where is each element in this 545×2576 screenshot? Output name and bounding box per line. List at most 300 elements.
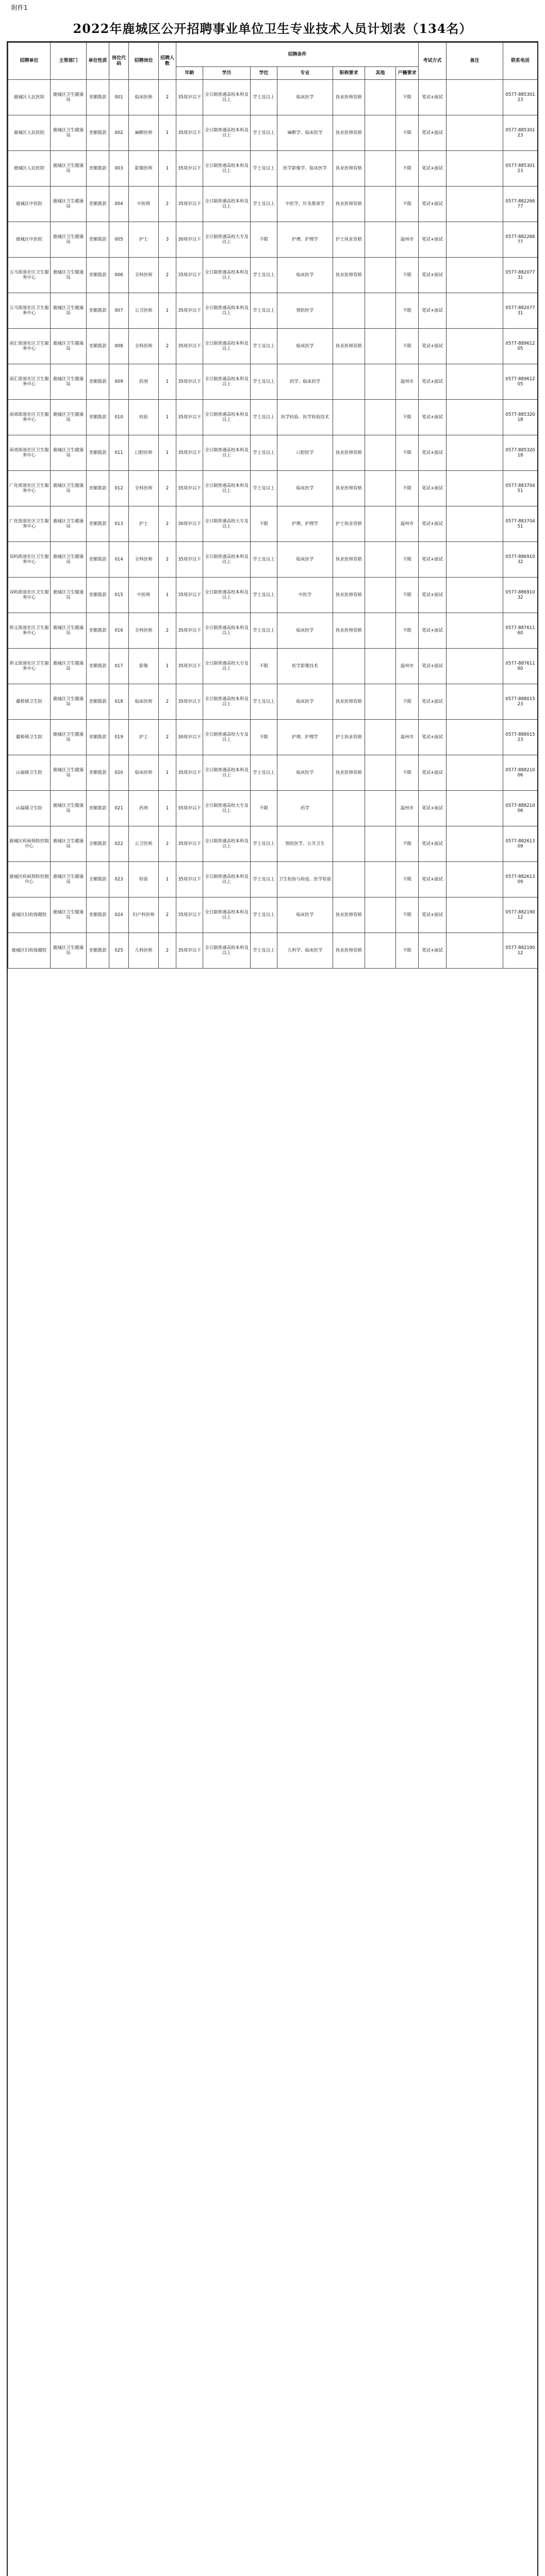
cell-unit: 仰义街道社区卫生服务中心 [8,649,51,684]
cell-degree: 学士及以上 [251,151,277,187]
cell-exam: 笔试+面试 [419,151,447,187]
cell-dept: 鹿城区卫生健康局 [51,329,87,364]
cell-exam: 笔试+面试 [419,329,447,364]
cell-remark [447,791,503,826]
cell-tel: 0577-88530123 [503,115,538,151]
cell-age: 30周岁以下 [176,222,203,258]
cell-funding: 全额拨款 [87,826,109,862]
cell-edu: 全日制普通高校本科及以上 [203,364,251,400]
cell-major: 临床医学 [277,542,333,578]
cell-degree: 学士及以上 [251,329,277,364]
cell-exam: 笔试+面试 [419,187,447,222]
table-row [8,684,538,720]
cell-degree: 学士及以上 [251,613,277,649]
cell-age: 35周岁以下 [176,293,203,329]
cell-hh: 不限 [396,471,419,506]
cell-exam: 笔试+面试 [419,578,447,613]
cell-post: 全科医师 [129,542,159,578]
cell-tel: 0577-88532018 [503,400,538,435]
cell-edu: 全日制普通高校大专及以上 [203,791,251,826]
cell-degree: 学士及以上 [251,364,277,400]
cell-code: 003 [109,151,129,187]
header-dept: 主管部门 [51,43,87,80]
cell-post: 全科医师 [129,471,159,506]
table-row [8,80,538,115]
cell-other [365,791,396,826]
cell-count: 2 [159,826,176,862]
cell-post: 中医师 [129,578,159,613]
cell-degree: 学士及以上 [251,578,277,613]
cell-major: 临床医学 [277,329,333,364]
cell-major: 口腔医学 [277,435,333,471]
cell-exam: 笔试+面试 [419,791,447,826]
cell-age: 35周岁以下 [176,400,203,435]
cell-major: 临床医学 [277,897,333,933]
cell-title: 护士执业资格 [333,222,365,258]
cell-edu: 全日制普通高校本科及以上 [203,862,251,897]
cell-remark [447,826,503,862]
cell-other [365,826,396,862]
cell-dept: 鹿城区卫生健康局 [51,684,87,720]
cell-exam: 笔试+面试 [419,80,447,115]
cell-code: 013 [109,506,129,542]
cell-major: 临床医学 [277,80,333,115]
cell-age: 35周岁以下 [176,897,203,933]
header-degree: 学位 [251,67,277,80]
cell-funding: 差额拨款 [87,115,109,151]
cell-other [365,258,396,293]
cell-funding: 差额拨款 [87,897,109,933]
cell-title: 执业医师资格 [333,613,365,649]
cell-title: 执业医师资格 [333,115,365,151]
cell-title [333,791,365,826]
header-unit: 招聘单位 [8,43,51,80]
cell-exam: 笔试+面试 [419,542,447,578]
cell-post: 全科医师 [129,613,159,649]
cell-age: 35周岁以下 [176,933,203,969]
cell-post: 检验 [129,400,159,435]
cell-hh: 不限 [396,862,419,897]
cell-title: 执业医师资格 [333,258,365,293]
cell-dept: 鹿城区卫生健康局 [51,791,87,826]
cell-major: 卫生检验与检疫、医学检验 [277,862,333,897]
cell-funding: 差额拨款 [87,684,109,720]
cell-funding: 差额拨款 [87,613,109,649]
cell-tel: 0577-88530123 [503,80,538,115]
cell-other [365,542,396,578]
cell-degree: 学士及以上 [251,826,277,862]
cell-remark [447,400,503,435]
cell-hh: 温州市 [396,720,419,755]
cell-degree: 不限 [251,222,277,258]
cell-dept: 鹿城区卫生健康局 [51,897,87,933]
cell-post: 护士 [129,506,159,542]
cell-tel: 0577-88961205 [503,329,538,364]
cell-remark [447,222,503,258]
cell-tel: 0577-88219012 [503,933,538,969]
cell-funding: 差额拨款 [87,222,109,258]
cell-edu: 全日制普通高校本科及以上 [203,755,251,791]
cell-age: 35周岁以下 [176,258,203,293]
cell-age: 35周岁以下 [176,435,203,471]
cell-dept: 鹿城区卫生健康局 [51,862,87,897]
cell-post: 临床医师 [129,80,159,115]
page-title: 2022年鹿城区公开招聘事业单位卫生专业技术人员计划表（134名） [73,21,472,36]
cell-age: 30周岁以下 [176,506,203,542]
cell-edu: 全日制普通高校大专及以上 [203,506,251,542]
cell-dept: 鹿城区卫生健康局 [51,80,87,115]
cell-other [365,80,396,115]
cell-edu: 全日制普通高校本科及以上 [203,897,251,933]
cell-degree: 学士及以上 [251,862,277,897]
cell-edu: 全日制普通高校本科及以上 [203,826,251,862]
cell-major: 临床医学 [277,258,333,293]
cell-hh: 温州市 [396,222,419,258]
cell-major: 儿科学、临床医学 [277,933,333,969]
cell-other [365,293,396,329]
header-age: 年龄 [176,67,203,80]
cell-remark [447,649,503,684]
cell-edu: 全日制普通高校本科及以上 [203,151,251,187]
cell-age: 35周岁以下 [176,187,203,222]
cell-edu: 全日制普通高校本科及以上 [203,329,251,364]
cell-unit: 南郊街道社区卫生服务中心 [8,435,51,471]
cell-remark [447,755,503,791]
cell-exam: 笔试+面试 [419,684,447,720]
cell-exam: 笔试+面试 [419,222,447,258]
table-row [8,613,538,649]
cell-hh: 温州市 [396,649,419,684]
cell-title: 护士执业资格 [333,720,365,755]
cell-post: 药剂 [129,364,159,400]
cell-title [333,293,365,329]
cell-title [333,826,365,862]
cell-degree: 不限 [251,649,277,684]
cell-hh: 不限 [396,258,419,293]
cell-unit: 五马街道社区卫生服务中心 [8,258,51,293]
cell-count: 2 [159,613,176,649]
cell-major: 临床医学 [277,755,333,791]
header-position-code: 岗位代码 [109,43,129,80]
cell-count: 1 [159,115,176,151]
cell-hh: 不限 [396,293,419,329]
cell-post: 全科医师 [129,329,159,364]
cell-hh: 不限 [396,80,419,115]
cell-code: 018 [109,684,129,720]
cell-title: 执业医师资格 [333,755,365,791]
cell-remark [447,364,503,400]
table-row [8,720,538,755]
cell-other [365,506,396,542]
cell-count: 3 [159,222,176,258]
cell-dept: 鹿城区卫生健康局 [51,506,87,542]
cell-exam: 笔试+面试 [419,613,447,649]
cell-unit: 藤桥镇卫生院 [8,720,51,755]
cell-age: 35周岁以下 [176,862,203,897]
cell-major: 医学影像学、临床医学 [277,151,333,187]
cell-tel: 0577-88761160 [503,649,538,684]
cell-exam: 笔试+面试 [419,364,447,400]
cell-dept: 鹿城区卫生健康局 [51,826,87,862]
cell-remark [447,862,503,897]
cell-hh: 不限 [396,578,419,613]
cell-count: 2 [159,720,176,755]
cell-code: 014 [109,542,129,578]
cell-title: 执业医师资格 [333,187,365,222]
cell-dept: 鹿城区卫生健康局 [51,933,87,969]
cell-tel: 0577-88691032 [503,578,538,613]
cell-hh: 不限 [396,755,419,791]
cell-funding: 差额拨款 [87,720,109,755]
cell-edu: 全日制普通高校本科及以上 [203,187,251,222]
cell-code: 006 [109,258,129,293]
cell-funding: 差额拨款 [87,755,109,791]
cell-count: 1 [159,151,176,187]
cell-title [333,862,365,897]
cell-hh: 不限 [396,933,419,969]
cell-post: 临床医师 [129,755,159,791]
cell-funding: 差额拨款 [87,791,109,826]
cell-tel: 0577-88226677 [503,222,538,258]
table-row [8,933,538,969]
cell-age: 35周岁以下 [176,471,203,506]
table-row [8,791,538,826]
cell-remark [447,578,503,613]
cell-unit: 鹿城区疾病预防控制中心 [8,862,51,897]
cell-title [333,649,365,684]
cell-age: 35周岁以下 [176,115,203,151]
cell-code: 022 [109,826,129,862]
cell-degree: 不限 [251,506,277,542]
cell-code: 016 [109,613,129,649]
cell-code: 005 [109,222,129,258]
cell-unit: 南汇街道社区卫生服务中心 [8,364,51,400]
cell-other [365,755,396,791]
cell-exam: 笔试+面试 [419,933,447,969]
cell-tel: 0577-88226677 [503,187,538,222]
table-row [8,364,538,400]
cell-remark [447,720,503,755]
cell-unit: 鹿城区妇幼保健院 [8,897,51,933]
cell-exam: 笔试+面试 [419,720,447,755]
cell-tel: 0577-88261309 [503,826,538,862]
cell-dept: 鹿城区卫生健康局 [51,755,87,791]
cell-remark [447,258,503,293]
cell-major: 中医学 [277,578,333,613]
cell-unit: 双屿街道社区卫生服务中心 [8,542,51,578]
header-funding: 单位性质 [87,43,109,80]
cell-exam: 笔试+面试 [419,115,447,151]
cell-dept: 鹿城区卫生健康局 [51,222,87,258]
cell-other [365,578,396,613]
table-row [8,649,538,684]
cell-funding: 差额拨款 [87,471,109,506]
cell-code: 024 [109,897,129,933]
cell-other [365,933,396,969]
cell-count: 1 [159,400,176,435]
cell-remark [447,187,503,222]
cell-unit: 山福镇卫生院 [8,755,51,791]
cell-edu: 全日制普通高校本科及以上 [203,542,251,578]
header-count: 招聘人数 [159,43,176,80]
header-position-name: 招聘岗位 [129,43,159,80]
cell-count: 2 [159,187,176,222]
cell-dept: 鹿城区卫生健康局 [51,258,87,293]
cell-title: 护士执业资格 [333,506,365,542]
attachment-label: 附件1 [11,4,28,11]
cell-remark [447,151,503,187]
cell-edu: 全日制普通高校大专及以上 [203,649,251,684]
cell-funding: 差额拨款 [87,293,109,329]
cell-funding: 差额拨款 [87,80,109,115]
cell-hh: 不限 [396,613,419,649]
cell-dept: 鹿城区卫生健康局 [51,151,87,187]
cell-other [365,151,396,187]
cell-degree: 学士及以上 [251,80,277,115]
header-other: 其他 [365,67,396,80]
cell-remark [447,684,503,720]
cell-post: 口腔医师 [129,435,159,471]
cell-title: 执业医师资格 [333,435,365,471]
cell-other [365,613,396,649]
cell-unit: 鹿城区人民医院 [8,115,51,151]
cell-major: 预防医学、公共卫生 [277,826,333,862]
cell-tel: 0577-88961205 [503,364,538,400]
cell-hh: 不限 [396,684,419,720]
cell-tel: 0577-88207731 [503,258,538,293]
cell-funding: 差额拨款 [87,506,109,542]
cell-unit: 鹿城区妇幼保健院 [8,933,51,969]
cell-tel: 0577-88821006 [503,755,538,791]
cell-exam: 笔试+面试 [419,293,447,329]
cell-other [365,471,396,506]
cell-age: 35周岁以下 [176,542,203,578]
cell-dept: 鹿城区卫生健康局 [51,187,87,222]
cell-unit: 仰义街道社区卫生服务中心 [8,613,51,649]
cell-dept: 鹿城区卫生健康局 [51,649,87,684]
cell-edu: 全日制普通高校大专及以上 [203,720,251,755]
cell-age: 35周岁以下 [176,613,203,649]
cell-exam: 笔试+面试 [419,435,447,471]
cell-exam: 笔试+面试 [419,506,447,542]
cell-post: 中医师 [129,187,159,222]
cell-age: 35周岁以下 [176,684,203,720]
cell-unit: 鹿城区疾病预防控制中心 [8,826,51,862]
cell-funding: 差额拨款 [87,187,109,222]
cell-dept: 鹿城区卫生健康局 [51,471,87,506]
cell-post: 公卫医师 [129,826,159,862]
cell-post: 妇产科医师 [129,897,159,933]
cell-major: 临床医学 [277,684,333,720]
cell-tel: 0577-88370451 [503,506,538,542]
cell-post: 护士 [129,720,159,755]
cell-edu: 全日制普通高校本科及以上 [203,613,251,649]
cell-age: 35周岁以下 [176,649,203,684]
cell-count: 2 [159,933,176,969]
cell-tel: 0577-88761160 [503,613,538,649]
cell-post: 公卫医师 [129,293,159,329]
table-row [8,578,538,613]
cell-count: 1 [159,755,176,791]
header-contact: 联系电话 [503,43,538,80]
cell-degree: 学士及以上 [251,471,277,506]
cell-other [365,684,396,720]
cell-degree: 学士及以上 [251,897,277,933]
cell-post: 影像 [129,649,159,684]
cell-count: 1 [159,862,176,897]
recruitment-table [8,42,538,969]
cell-code: 012 [109,471,129,506]
cell-major: 药学、临床药学 [277,364,333,400]
cell-edu: 全日制普通高校本科及以上 [203,258,251,293]
cell-unit: 广化街道社区卫生服务中心 [8,506,51,542]
cell-unit: 鹿城区人民医院 [8,80,51,115]
cell-dept: 鹿城区卫生健康局 [51,720,87,755]
cell-edu: 全日制普通高校大专及以上 [203,222,251,258]
cell-funding: 差额拨款 [87,151,109,187]
cell-funding: 差额拨款 [87,649,109,684]
cell-degree: 学士及以上 [251,293,277,329]
cell-remark [447,613,503,649]
cell-title: 执业医师资格 [333,684,365,720]
cell-hh: 温州市 [396,506,419,542]
cell-hh: 不限 [396,151,419,187]
table-row [8,506,538,542]
cell-funding: 差额拨款 [87,578,109,613]
cell-other [365,649,396,684]
cell-code: 020 [109,755,129,791]
cell-remark [447,897,503,933]
cell-unit: 鹿城区人民医院 [8,151,51,187]
cell-degree: 学士及以上 [251,187,277,222]
cell-tel: 0577-88207731 [503,293,538,329]
cell-code: 010 [109,400,129,435]
cell-dept: 鹿城区卫生健康局 [51,115,87,151]
cell-count: 1 [159,364,176,400]
cell-code: 002 [109,115,129,151]
table-row [8,329,538,364]
cell-count: 1 [159,791,176,826]
cell-major: 中医学、针灸推拿学 [277,187,333,222]
cell-funding: 差额拨款 [87,933,109,969]
cell-tel: 0577-88370451 [503,471,538,506]
cell-degree: 学士及以上 [251,435,277,471]
cell-funding: 差额拨款 [87,329,109,364]
cell-remark [447,115,503,151]
cell-major: 护理、护理学 [277,222,333,258]
cell-post: 儿科医师 [129,933,159,969]
table-row [8,826,538,862]
cell-hh: 不限 [396,187,419,222]
cell-exam: 笔试+面试 [419,649,447,684]
cell-edu: 全日制普通高校本科及以上 [203,80,251,115]
cell-edu: 全日制普通高校本科及以上 [203,293,251,329]
cell-dept: 鹿城区卫生健康局 [51,400,87,435]
cell-count: 2 [159,471,176,506]
header-remarks: 备注 [447,43,503,80]
cell-unit: 山福镇卫生院 [8,791,51,826]
cell-degree: 学士及以上 [251,258,277,293]
cell-degree: 不限 [251,720,277,755]
cell-funding: 差额拨款 [87,400,109,435]
cell-major: 医学检验、医学检验技术 [277,400,333,435]
cell-age: 35周岁以下 [176,578,203,613]
cell-hh: 不限 [396,400,419,435]
table-row [8,542,538,578]
cell-major: 医学影像技术 [277,649,333,684]
cell-age: 35周岁以下 [176,329,203,364]
cell-dept: 鹿城区卫生健康局 [51,542,87,578]
